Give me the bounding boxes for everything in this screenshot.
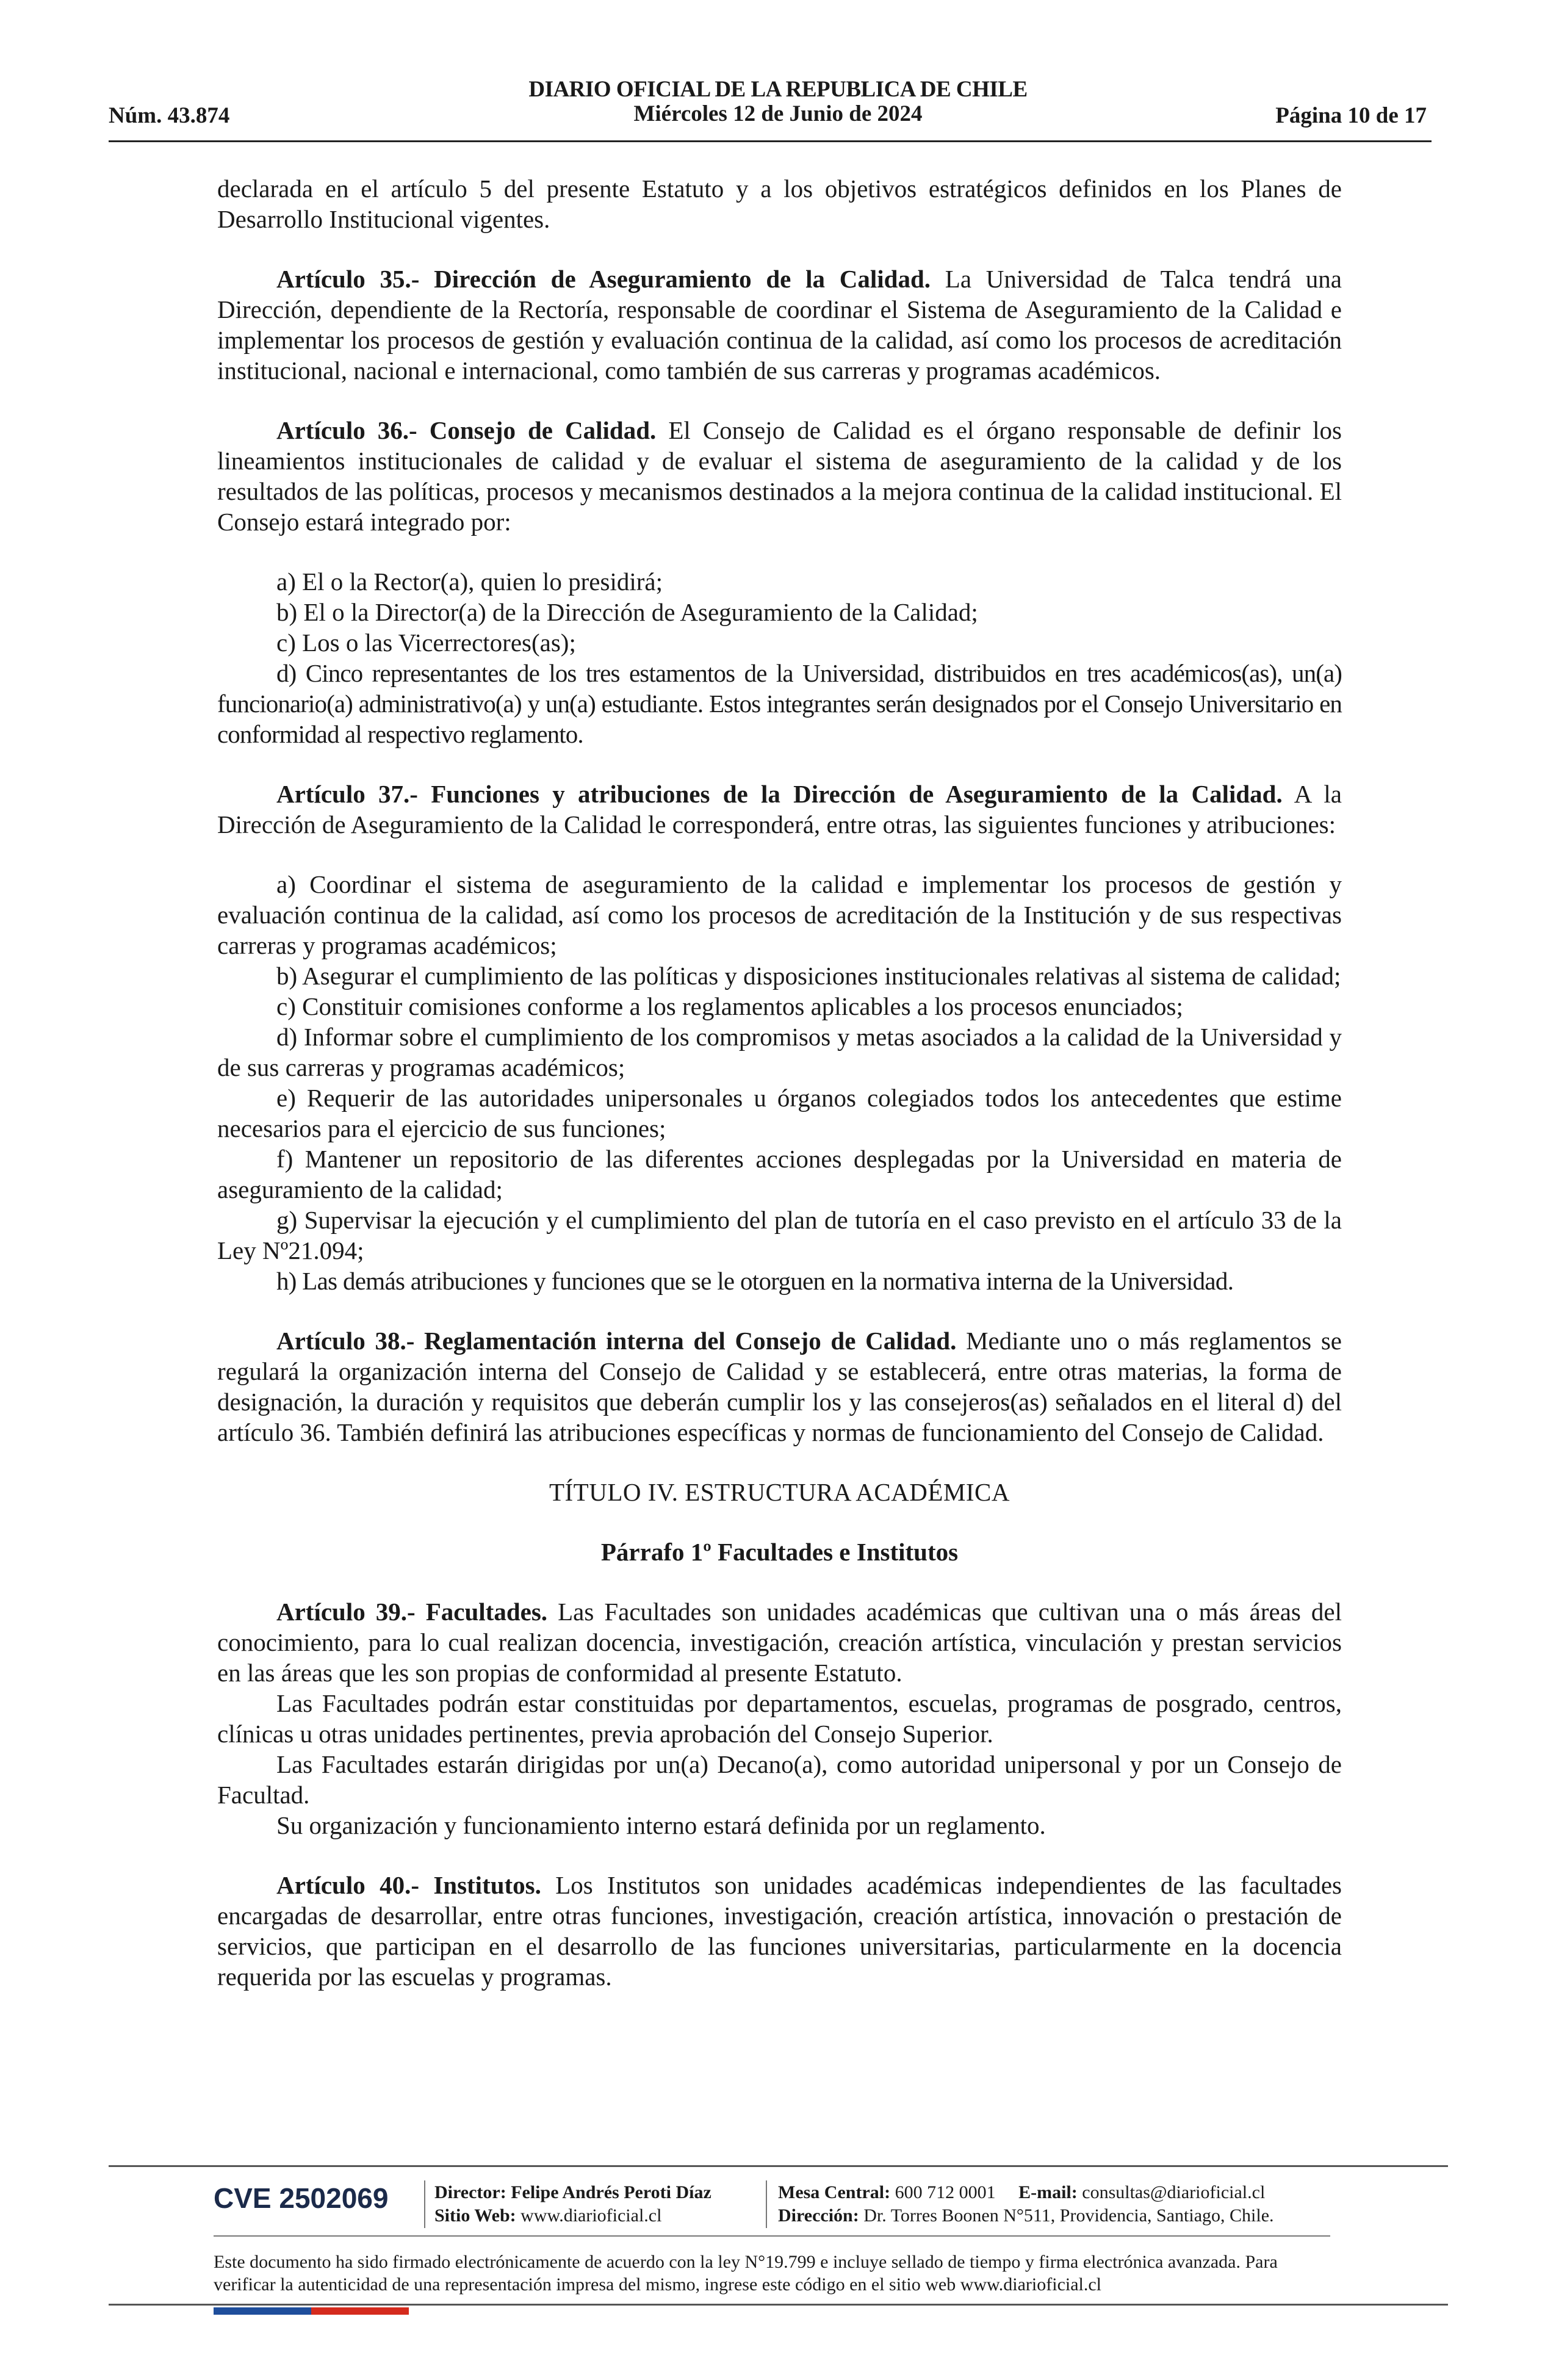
director-label: Director:: [434, 2182, 506, 2202]
web-link[interactable]: www.diarioficial.cl: [520, 2205, 662, 2226]
article-text: A la Dirección de Aseguramiento de la Calidad le corresponderá, entre otras, las siguientes funciones y atribuciones:: [217, 780, 1342, 838]
footer-director-block: [434, 2181, 711, 2227]
article-text: Las Facultades son unidades académicas que cultivan una o más áreas del conocimiento, para lo cual realizan docencia, investigación, creación artística, vinculación y prestan servicios en las áreas que les son propias de conformidad al presente Estatuto.: [217, 1598, 1342, 1687]
flag-red-bar: [311, 2307, 409, 2315]
footer-divider: [109, 2165, 1448, 2167]
list-item: c) Los o las Vicerrectores(as);: [276, 629, 576, 657]
list-item: d) Cinco representantes de los tres estamentos de la Universidad, distribuidos en tres académicos(as), un(a) funcionario(a) administrativo(a) y un(a) estudiante. Estos integrantes serán designados por el Consejo Universitario en conformidad al respectivo reglamento.: [217, 659, 1342, 748]
cve-code: CVE 2502069: [214, 2182, 389, 2214]
email-link[interactable]: consultas@diarioficial.cl: [1082, 2182, 1266, 2202]
electronic-signature-notice: Este documento ha sido firmado electrónicamente de acuerdo con la ley N°19.799 e incluye sellado de tiempo y firma electrónica avanzada. Para verificar la autenticidad de una representación impresa del mismo, ingrese este código en el sitio web www.diarioficial.cl: [214, 2252, 1278, 2295]
article-heading: Artículo 40.- Institutos.: [276, 1871, 541, 1899]
subsection-title: Párrafo 1º Facultades e Institutos: [600, 1538, 959, 1566]
footer-separator: [766, 2180, 767, 2228]
article-40: [217, 1870, 1342, 1992]
list-item: b) Asegurar el cumplimiento de las políticas y disposiciones institucionales relativas al sistema de calidad;: [276, 962, 1341, 990]
direccion-label: Dirección:: [778, 2205, 859, 2226]
article-heading: Artículo 39.- Facultades.: [276, 1598, 548, 1626]
mesa-label: Mesa Central:: [778, 2182, 891, 2202]
footer-separator: [424, 2180, 425, 2228]
article-35: [217, 264, 1342, 386]
web-label: Sitio Web:: [434, 2205, 516, 2226]
list-item: f) Mantener un repositorio de las diferentes acciones desplegadas por la Universidad en materia de aseguramiento de la calidad;: [217, 1145, 1342, 1203]
list-item: g) Supervisar la ejecución y el cumplimiento del plan de tutoría en el caso previsto en el artículo 33 de la Ley Nº21.094;: [217, 1206, 1342, 1264]
article-text: Los Institutos son unidades académicas independientes de las facultades encargadas de desarrollar, entre otras funciones, investigación, creación artística, innovación o prestación de servicios, que participan en el desarrollo de las funciones universitarias, particularmente en la docencia requerida por las escuelas y programas.: [217, 1871, 1342, 1991]
issue-number: Núm. 43.874: [109, 103, 230, 128]
list-item: a) Coordinar el sistema de aseguramiento de la calidad e implementar los procesos de gestión y evaluación continua de la calidad, así como los procesos de acreditación de la Institución y de sus respectivas carreras y programas académicos;: [217, 870, 1342, 959]
footer-underline: [214, 2235, 1330, 2237]
article-text: La Universidad de Talca tendrá una Dirección, dependiente de la Rectoría, responsable de coordinar el Sistema de Aseguramiento de la Calidad e implementar los procesos de gestión y evaluación continua de la calidad, así como los procesos de acreditación institucional, nacional e internacional, como también de sus carreras y programas académicos.: [217, 265, 1342, 384]
list-item: a) El o la Rector(a), quien lo presidirá;: [276, 568, 663, 596]
paragraph-continued: declarada en el artículo 5 del presente Estatuto y a los objetivos estratégicos definidos en los Planes de Desarrollo Institucional vigentes.: [217, 175, 1342, 233]
bottom-divider: [109, 2304, 1448, 2306]
article-38: [217, 1325, 1342, 1448]
section-title: TÍTULO IV. ESTRUCTURA ACADÉMICA: [549, 1478, 1010, 1506]
list-item: h) Las demás atribuciones y funciones que se le otorguen en la normativa interna de la Universidad.: [276, 1267, 1234, 1295]
article-heading: Artículo 38.- Reglamentación interna del Consejo de Calidad.: [276, 1327, 957, 1355]
article-heading: Artículo 35.- Dirección de Aseguramiento de la Calidad.: [276, 265, 931, 293]
paragraph: Las Facultades podrán estar constituidas por departamentos, escuelas, programas de posgrado, centros, clínicas u otras unidades pertinentes, previa aprobación del Consejo Superior.: [217, 1689, 1342, 1748]
header-divider: [109, 140, 1432, 142]
list-item: e) Requerir de las autoridades unipersonales u órganos colegiados todos los antecedentes que estime necesarios para el ejercicio de sus funciones;: [217, 1084, 1342, 1142]
article-heading: Artículo 37.- Funciones y atribuciones de la Dirección de Aseguramiento de la Calidad.: [276, 780, 1283, 808]
mesa-value: 600 712 0001: [895, 2182, 996, 2202]
article-36: [217, 415, 1342, 537]
paragraph: Las Facultades estarán dirigidas por un(a) Decano(a), como autoridad unipersonal y por un Consejo de Facultad.: [217, 1750, 1342, 1809]
article-37: [217, 779, 1342, 840]
article-39: [217, 1596, 1342, 1688]
flag-blue-bar: [214, 2307, 311, 2315]
article-text: Mediante uno o más reglamentos se regulará la organización interna del Consejo de Calidad y se establecerá, entre otras materias, la forma de designación, la duración y requisitos que deberán cumplir los y las consejeros(as) señalados en el literal d) del artículo 36. También definirá las atribuciones específicas y normas de funcionamiento del Consejo de Calidad.: [217, 1327, 1342, 1446]
article-text: El Consejo de Calidad es el órgano responsable de definir los lineamientos institucionales de calidad y de evaluar el sistema de aseguramiento de la calidad y de los resultados de las políticas, procesos y mecanismos destinados a la mejora continua de la calidad institucional. El Consejo estará integrado por:: [217, 416, 1342, 536]
list-item: b) El o la Director(a) de la Dirección de Aseguramiento de la Calidad;: [276, 598, 978, 626]
direccion-value: Dr. Torres Boonen N°511, Providencia, Santiago, Chile.: [863, 2205, 1274, 2226]
director-name: Felipe Andrés Peroti Díaz: [511, 2182, 711, 2202]
footer-contact-block: [778, 2181, 1274, 2227]
paragraph: Su organización y funcionamiento interno estará definida por un reglamento.: [276, 1811, 1046, 1839]
email-label: E-mail:: [1018, 2182, 1078, 2202]
list-item: c) Constituir comisiones conforme a los reglamentos aplicables a los procesos enunciados;: [276, 992, 1183, 1020]
article-heading: Artículo 36.- Consejo de Calidad.: [276, 416, 657, 444]
newspaper-title: DIARIO OFICIAL DE LA REPUBLICA DE CHILE: [528, 77, 1028, 102]
list-item: d) Informar sobre el cumplimiento de los compromisos y metas asociados a la calidad de la Universidad y de sus carreras y programas académicos;: [217, 1023, 1342, 1081]
document-body: [217, 173, 1342, 1992]
issue-date: Miércoles 12 de Junio de 2024: [633, 101, 923, 126]
page-number: Página 10 de 17: [1275, 103, 1427, 128]
